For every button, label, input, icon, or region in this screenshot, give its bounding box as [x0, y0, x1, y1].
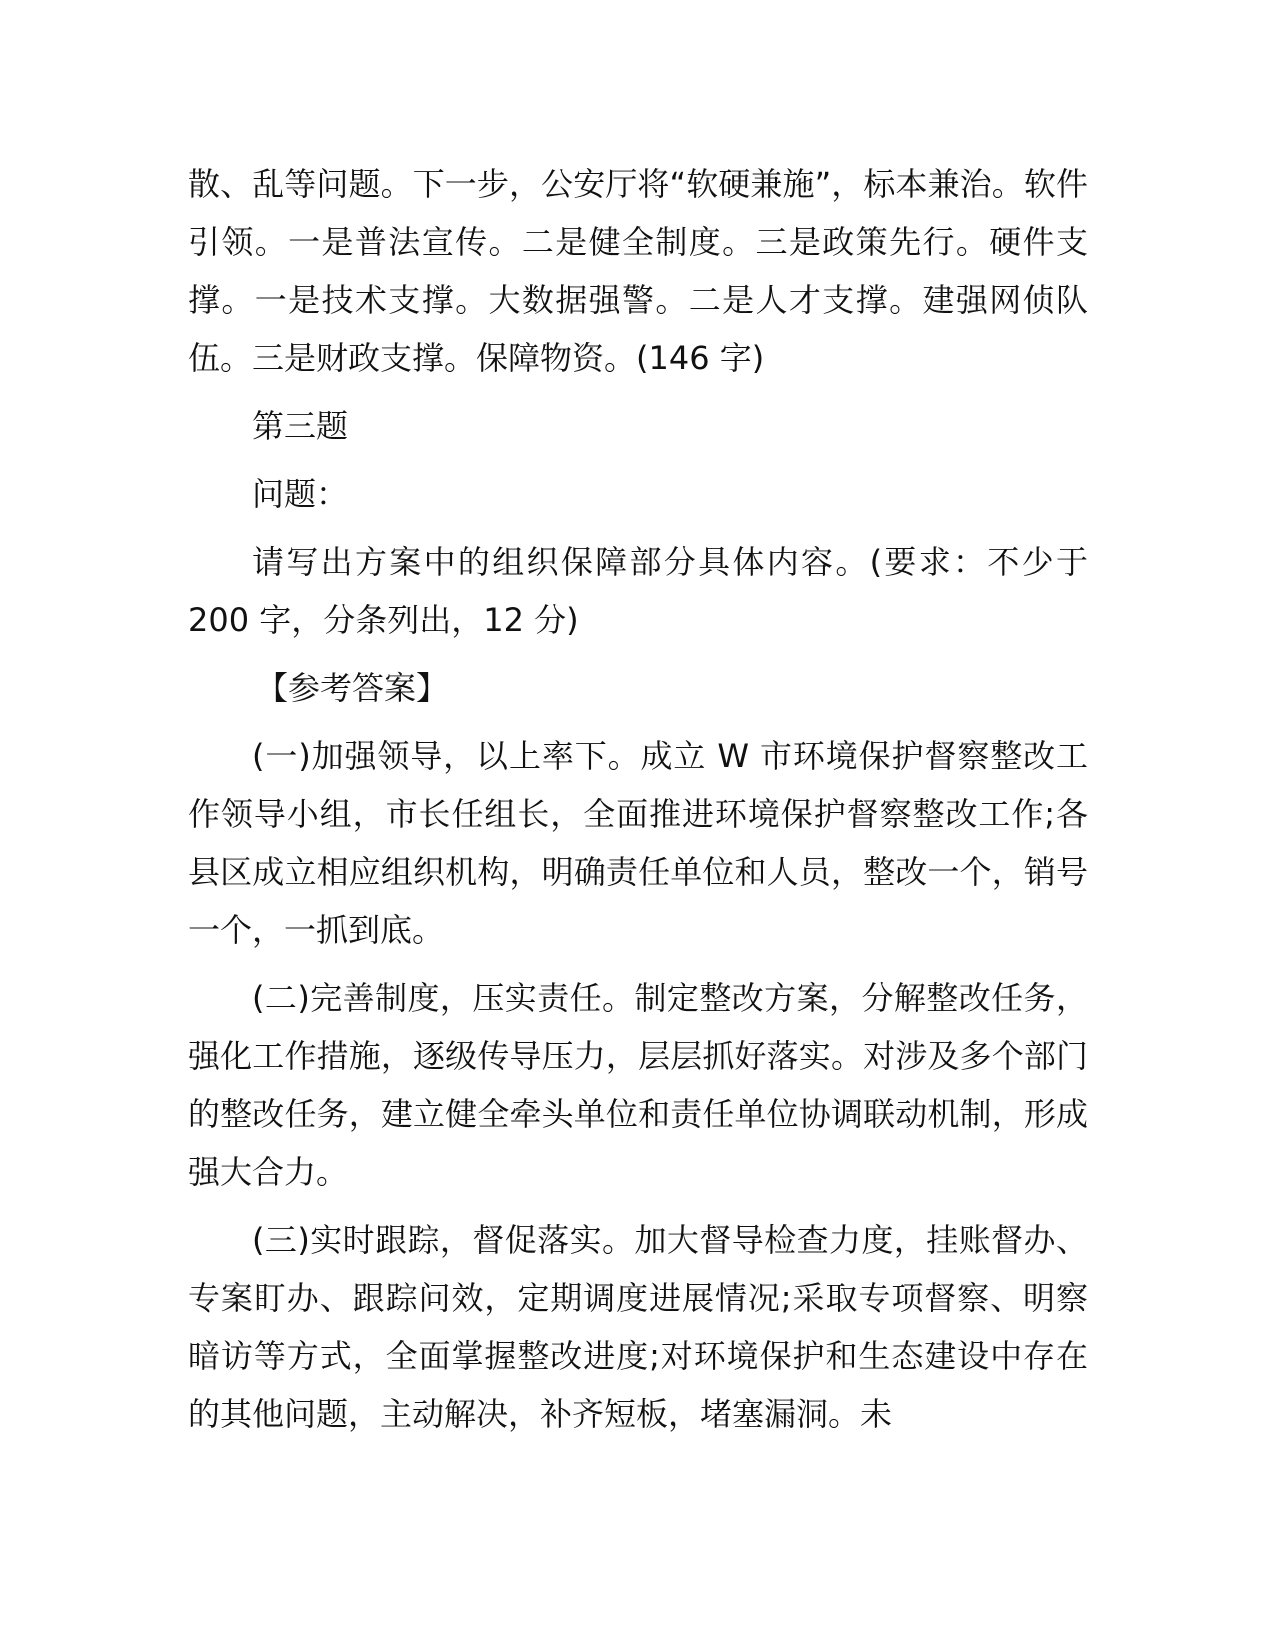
question-body: 请写出方案中的组织保障部分具体内容。(要求：不少于 200 字，分条列出，12 分) — [188, 543, 1088, 639]
answer-item-1: (一)加强领导，以上率下。成立 W 市环境保护督察整改工作领导小组，市长任组长，全面推进环境保护督察整改工作;各县区成立相应组织机构，明确责任单位和人员，整改一个，销号一个，一抓到底。 — [188, 737, 1088, 949]
answer-label: 【参考答案】 — [256, 669, 449, 707]
paragraph-continued-answer: 散、乱等问题。下一步，公安厅将“软硬兼施”，标本兼治。软件引领。一是普法宣传。二是健全制度。三是政策先行。硬件支撑。一是技术支撑。大数据强警。二是人才支撑。建强网侦队伍。三是财政支撑。保障物资。(146 字) — [188, 165, 1088, 377]
question-number: 第三题 — [252, 407, 349, 445]
answer-item-3: (三)实时跟踪，督促落实。加大督导检查力度，挂账督办、专案盯办、跟踪问效，定期调度进展情况;采取专项督察、明察暗访等方式，全面掌握整改进度;对环境保护和生态建设中存在的其他问题，主动解决，补齐短板，堵塞漏洞。未 — [188, 1221, 1088, 1433]
document-body — [188, 155, 1088, 1453]
question-label: 问题： — [252, 475, 349, 513]
answer-item-2: (二)完善制度，压实责任。制定整改方案，分解整改任务，强化工作措施，逐级传导压力，层层抓好落实。对涉及多个部门的整改任务，建立健全牵头单位和责任单位协调联动机制，形成强大合力。 — [188, 979, 1088, 1191]
